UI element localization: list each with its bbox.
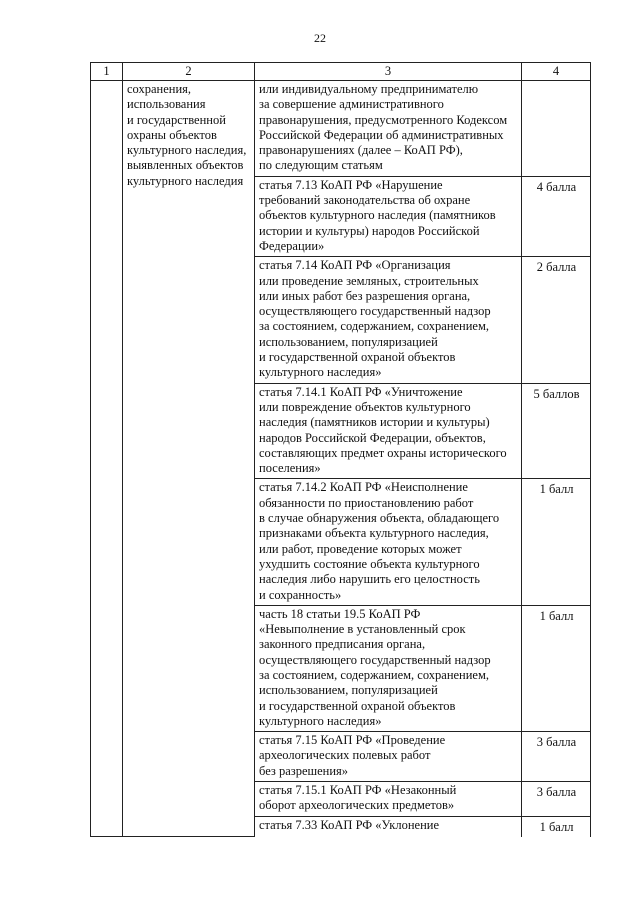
points-value: 4 балла [522, 176, 591, 256]
article-text: часть 18 статьи 19.5 КоАП РФ «Невыполнение в установленный срок законного предписания органа, осуществляющего государственный надзор за состоянием, содержанием, сохранением, использованием, популяризацией и государственной охраной объектов культурного наследия» [255, 605, 522, 731]
criterion-description: сохранения, использования и государственной охраны объектов культурного наследия, выявленных объектов культурного наследия [123, 81, 255, 837]
table-header-row [91, 63, 591, 81]
header-cell: 3 [255, 63, 522, 81]
points-value: 2 балла [522, 257, 591, 383]
header-cell: 2 [123, 63, 255, 81]
points-cell-empty [522, 81, 591, 177]
article-text: статья 7.33 КоАП РФ «Уклонение [255, 816, 522, 837]
points-value: 1 балл [522, 605, 591, 731]
article-text: статья 7.15 КоАП РФ «Проведение археологических полевых работ без разрешения» [255, 732, 522, 782]
article-text: статья 7.14.1 КоАП РФ «Уничтожение или повреждение объектов культурного наследия (памятников истории и культуры) народов Российской Федерации, объектов, составляющих предмет охраны исторического поселения» [255, 383, 522, 479]
criteria-table [90, 62, 591, 837]
points-value: 3 балла [522, 782, 591, 817]
article-text: статья 7.14 КоАП РФ «Организация или проведение земляных, строительных или иных работ без разрешения органа, осуществляющего государственный надзор за состоянием, содержанием, сохранением, использованием, популяризацией и государственной охраной объектов культурного наследия» [255, 257, 522, 383]
points-value: 1 балл [522, 816, 591, 837]
header-cell: 4 [522, 63, 591, 81]
article-text: статья 7.15.1 КоАП РФ «Незаконный оборот археологических предметов» [255, 782, 522, 817]
table-row [91, 81, 591, 177]
header-cell: 1 [91, 63, 123, 81]
article-text: статья 7.14.2 КоАП РФ «Неисполнение обязанности по приостановлению работ в случае обнаружения объекта, обладающего признаками объекта культурного наследия, или работ, проведение которых может ухудшить состояние объекта культурного наследия либо нарушить его целостность и сохранность» [255, 479, 522, 605]
page-number: 22 [314, 31, 326, 45]
points-value: 5 баллов [522, 383, 591, 479]
points-value: 3 балла [522, 732, 591, 782]
points-value: 1 балл [522, 479, 591, 605]
intro-text: или индивидуальному предпринимателю за совершение административного правонарушения, предусмотренного Кодексом Российской Федерации об административных правонарушениях (далее – КоАП РФ), по следующим статьям [255, 81, 522, 177]
column-1-cell [91, 81, 123, 837]
article-text: статья 7.13 КоАП РФ «Нарушение требований законодательства об охране объектов культурного наследия (памятников истории и культуры) народов Российской Федерации» [255, 176, 522, 256]
